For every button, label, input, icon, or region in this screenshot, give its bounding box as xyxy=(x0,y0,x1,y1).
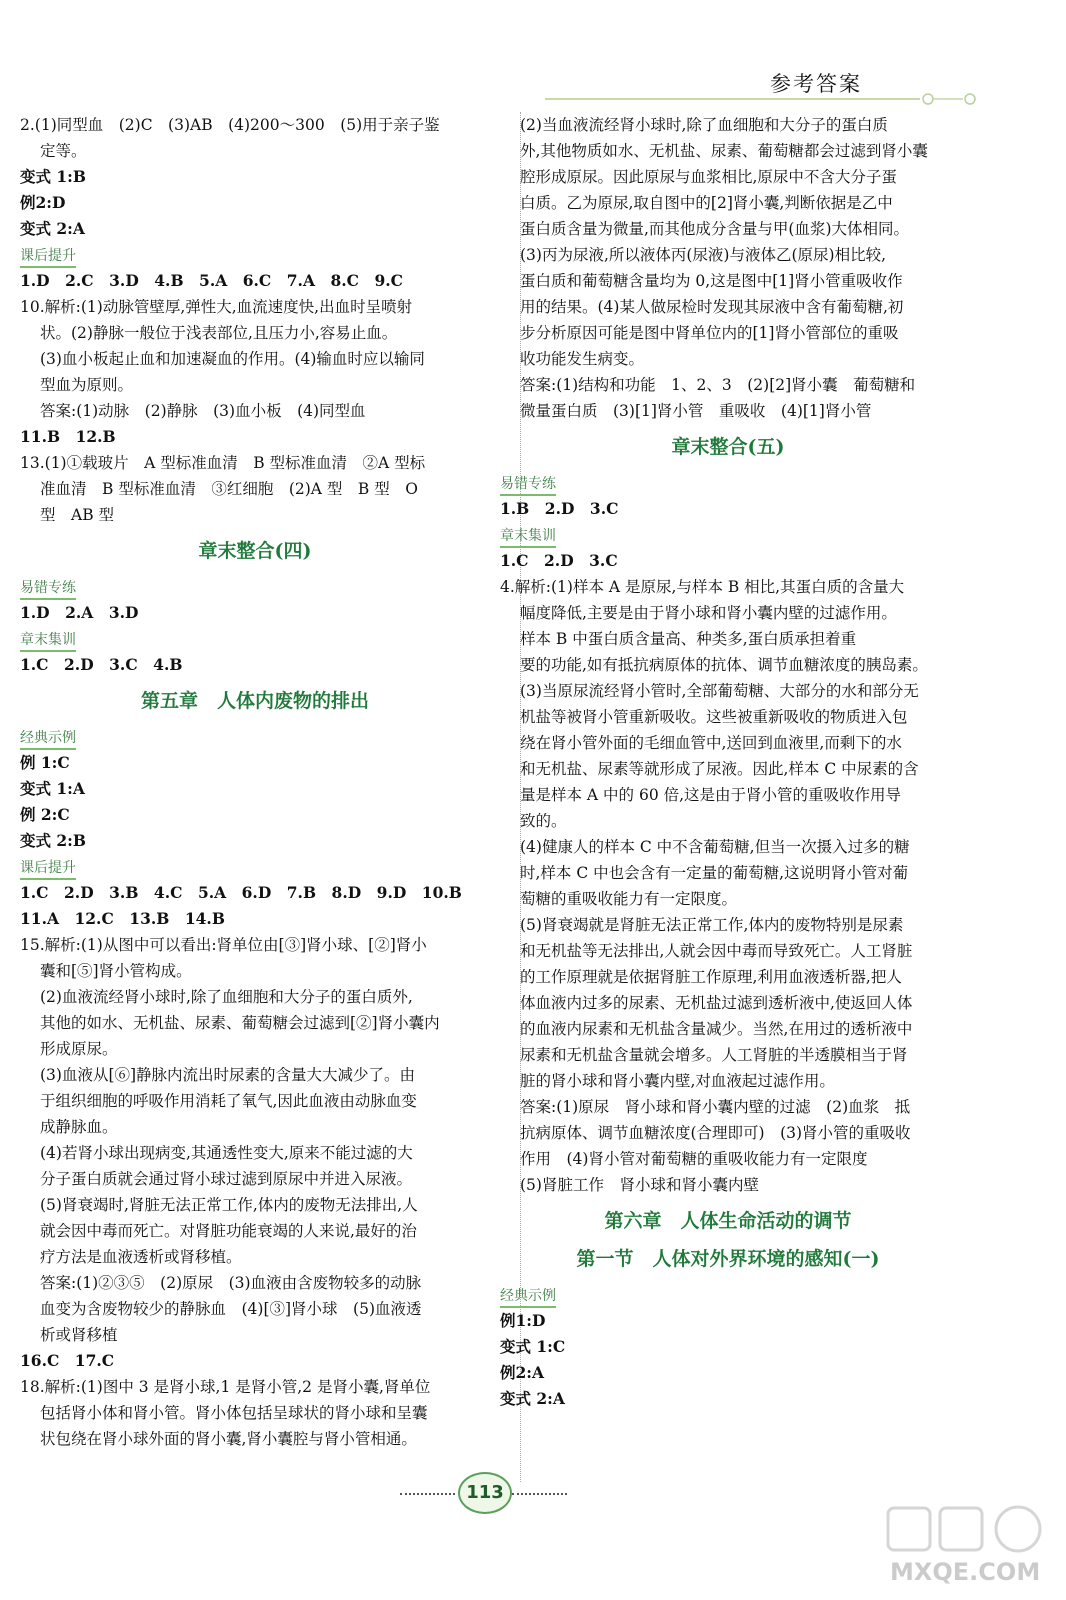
answer-line: 1.C 2.D 3.C 4.B xyxy=(20,655,183,674)
text-line: 步分析原因可能是图中肾单位内的[1]肾小管部位的重吸 xyxy=(520,324,899,342)
text-line: 15.解析:(1)从图中可以看出:肾单位由[③]肾小球、[②]肾小 xyxy=(20,936,427,954)
section-tag: 章末集训 xyxy=(20,630,76,652)
section-tag: 章末集训 xyxy=(500,526,556,548)
answer-line: 例1:D xyxy=(500,1311,546,1330)
text-line: 和无机盐等无法排出,人就会因中毒而导致死亡。人工肾脏 xyxy=(520,942,913,960)
header-rule xyxy=(545,98,920,100)
text-line: 样本 B 中蛋白质含量高、种类多,蛋白质承担着重 xyxy=(520,630,857,648)
text-line: 收功能发生病变。 xyxy=(520,350,645,368)
answer-line: 11.B 12.B xyxy=(20,427,116,446)
left-column xyxy=(20,112,490,1452)
answer-line: 11.A 12.C 13.B 14.B xyxy=(20,909,225,928)
text-line: 致的。 xyxy=(520,812,567,830)
text-line: 的血液内尿素和无机盐含量减少。当然,在用过的透析液中 xyxy=(520,1020,913,1038)
text-line: 析或肾移植 xyxy=(40,1326,118,1344)
text-line: 分子蛋白质就会通过肾小球过滤到原尿中并进入尿液。 xyxy=(40,1170,413,1188)
section-tag: 易错专练 xyxy=(500,474,556,496)
text-line: 腔形成原尿。因此原尿与血浆相比,原尿中不含大分子蛋 xyxy=(520,168,897,186)
text-line: 幅度降低,主要是由于肾小球和肾小囊内壁的过滤作用。 xyxy=(520,604,897,622)
text-line: 答案:(1)动脉 (2)静脉 (3)血小板 (4)同型血 xyxy=(40,402,366,420)
section-tag: 经典示例 xyxy=(500,1286,556,1308)
text-line: 蛋白质含量为微量,而其他成分含量与甲(血浆)大体相同。 xyxy=(520,220,910,238)
text-line: 血变为含废物较少的静脉血 (4)[③]肾小球 (5)血液透 xyxy=(40,1300,422,1318)
text-line: 13.(1)①载玻片 A 型标准血清 B 型标准血清 ②A 型标 xyxy=(20,454,426,472)
text-line: 成静脉血。 xyxy=(40,1118,118,1136)
page-dots-right xyxy=(512,1493,567,1495)
text-line: 4.解析:(1)样本 A 是原尿,与样本 B 相比,其蛋白质的含量大 xyxy=(500,578,905,596)
text-line: 就会因中毒而死亡。对肾脏功能衰竭的人来说,最好的治 xyxy=(40,1222,417,1240)
text-line: 机盐等被肾小管重新吸收。这些被重新吸收的物质进入包 xyxy=(520,708,908,726)
text-line: (5)肾衰竭就是肾脏无法正常工作,体内的废物特别是尿素 xyxy=(520,916,904,934)
text-line: 定等。 xyxy=(40,142,87,160)
text-line: 要的功能,如有抵抗病原体的抗体、调节血糖浓度的胰岛素。 xyxy=(520,656,928,674)
text-line: 型血为原则。 xyxy=(40,376,134,394)
chapter-heading: 第一节 人体对外界环境的感知(一) xyxy=(576,1248,880,1270)
text-line: 18.解析:(1)图中 3 是肾小球,1 是肾小管,2 是肾小囊,肾单位 xyxy=(20,1378,431,1396)
text-line: 答案:(1)结构和功能 1、2、3 (2)[2]肾小囊 葡萄糖和 xyxy=(520,376,916,394)
text-line: 绕在肾小管外面的毛细血管中,送回到血液里,而剩下的水 xyxy=(520,734,902,752)
text-line: 脏的肾小球和肾小囊内壁,对血液起过滤作用。 xyxy=(520,1072,835,1090)
section-tag: 课后提升 xyxy=(20,246,76,268)
right-column xyxy=(500,112,956,1412)
text-line: (2)当血液流经肾小球时,除了血细胞和大分子的蛋白质 xyxy=(520,116,888,134)
text-line: (4)若肾小球出现病变,其通透性变大,原来不能过滤的大 xyxy=(40,1144,413,1162)
text-line: (3)丙为尿液,所以液体丙(尿液)与液体乙(原尿)相比较, xyxy=(520,246,886,264)
text-line: (3)血液从[⑥]静脉内流出时尿素的含量大大减少了。由 xyxy=(40,1066,416,1084)
chapter-heading: 第六章 人体生命活动的调节 xyxy=(604,1210,852,1232)
watermark-logo-icon xyxy=(880,1500,1055,1590)
text-line: 蛋白质和葡萄糖含量均为 0,这是图中[1]肾小管重吸收作 xyxy=(520,272,903,290)
answer-line: 例 1:C xyxy=(20,753,70,772)
page-header-title: 参考答案 xyxy=(770,72,862,96)
text-line: 尿素和无机盐含量就会增多。人工肾脏的半透膜相当于肾 xyxy=(520,1046,908,1064)
text-line: (3)血小板起止血和加速凝血的作用。(4)输血时应以输同 xyxy=(40,350,425,368)
text-line: 萄糖的重吸收能力有一定限度。 xyxy=(520,890,738,908)
text-line: 型 AB 型 xyxy=(40,506,115,524)
text-line: 准血清 B 型标准血清 ③红细胞 (2)A 型 B 型 O xyxy=(40,480,418,498)
answer-line: 变式 2:A xyxy=(500,1389,565,1408)
chapter-heading: 章末整合(四) xyxy=(198,540,312,562)
answer-line: 1.D 2.A 3.D xyxy=(20,603,139,622)
text-line: (3)当原尿流经肾小管时,全部葡萄糖、大部分的水和部分无 xyxy=(520,682,919,700)
text-line: 包括肾小体和肾小管。肾小体包括呈球状的肾小球和呈囊 xyxy=(40,1404,428,1422)
answer-line: 1.C 2.D 3.B 4.C 5.A 6.D 7.B 8.D 9.D 10.B xyxy=(20,883,462,902)
answer-line: 变式 2:A xyxy=(20,219,85,238)
chapter-heading: 第五章 人体内废物的排出 xyxy=(140,690,369,712)
answer-line: 变式 1:C xyxy=(500,1337,566,1356)
text-line: 状。(2)静脉一般位于浅表部位,且压力小,容易止血。 xyxy=(40,324,398,342)
page-dots-left xyxy=(400,1493,455,1495)
text-line: 形成原尿。 xyxy=(40,1040,118,1058)
section-tag: 易错专练 xyxy=(20,578,76,600)
answer-line: 例2:D xyxy=(20,193,66,212)
text-line: 10.解析:(1)动脉管壁厚,弹性大,血流速度快,出血时呈喷射 xyxy=(20,298,413,316)
text-line: 时,样本 C 中也会含有一定量的葡萄糖,这说明肾小管对葡 xyxy=(520,864,909,882)
page-number: 113 xyxy=(458,1472,512,1514)
text-line: 疗方法是血液透析或肾移植。 xyxy=(40,1248,242,1266)
text-line: 答案:(1)原尿 肾小球和肾小囊内壁的过滤 (2)血浆 抵 xyxy=(520,1098,911,1116)
text-line: 的工作原理就是依据肾脏工作原理,利用血液透析器,把人 xyxy=(520,968,902,986)
chapter-heading: 章末整合(五) xyxy=(671,436,785,458)
section-tag: 经典示例 xyxy=(20,728,76,750)
section-tag: 课后提升 xyxy=(20,858,76,880)
text-line: 量是样本 A 中的 60 倍,这是由于肾小管的重吸收作用导 xyxy=(520,786,902,804)
answer-line: 1.D 2.C 3.D 4.B 5.A 6.C 7.A 8.C 9.C xyxy=(20,271,404,290)
text-line: 外,其他物质如水、无机盐、尿素、葡萄糖都会过滤到肾小囊 xyxy=(520,142,928,160)
text-line: 状包绕在肾小球外面的肾小囊,肾小囊腔与肾小管相通。 xyxy=(40,1430,417,1448)
text-line: 答案:(1)②③⑤ (2)原尿 (3)血液由含废物较多的动脉 xyxy=(40,1274,422,1292)
answer-line: 例2:A xyxy=(500,1363,545,1382)
text-line: (5)肾衰竭时,肾脏无法正常工作,体内的废物无法排出,人 xyxy=(40,1196,418,1214)
watermark-text: MXQE.COM xyxy=(890,1558,1041,1586)
text-line: 和无机盐、尿素等就形成了尿液。因此,样本 C 中尿素的含 xyxy=(520,760,919,778)
text-line: 囊和[⑤]肾小管构成。 xyxy=(40,962,192,980)
text-line: 其他的如水、无机盐、尿素、葡萄糖会过滤到[②]肾小囊内 xyxy=(40,1014,440,1032)
text-line: 抗病原体、调节血糖浓度(合理即可) (3)肾小管的重吸收 xyxy=(520,1124,911,1142)
text-line: 2.(1)同型血 (2)C (3)AB (4)200～300 (5)用于亲子鉴 xyxy=(20,116,440,134)
text-line: (2)血液流经肾小球时,除了血细胞和大分子的蛋白质外, xyxy=(40,988,413,1006)
text-line: 微量蛋白质 (3)[1]肾小管 重吸收 (4)[1]肾小管 xyxy=(520,402,872,420)
answer-line: 变式 2:B xyxy=(20,831,87,850)
text-line: 于组织细胞的呼吸作用消耗了氧气,因此血液由动脉血变 xyxy=(40,1092,417,1110)
answer-line: 16.C 17.C xyxy=(20,1351,115,1370)
answer-line: 1.C 2.D 3.C xyxy=(500,551,618,570)
header-ornament-icon xyxy=(918,92,988,106)
text-line: 用的结果。(4)某人做尿检时发现其尿液中含有葡萄糖,初 xyxy=(520,298,904,316)
text-line: 白质。乙为原尿,取自图中的[2]肾小囊,判断依据是乙中 xyxy=(520,194,893,212)
answer-line: 变式 1:A xyxy=(20,779,85,798)
text-line: (5)肾脏工作 肾小球和肾小囊内壁 xyxy=(520,1176,759,1194)
text-line: 体血液内过多的尿素、无机盐过滤到透析液中,使返回人体 xyxy=(520,994,913,1012)
answer-line: 例 2:C xyxy=(20,805,70,824)
text-line: 作用 (4)肾小管对葡萄糖的重吸收能力有一定限度 xyxy=(520,1150,868,1168)
answer-line: 变式 1:B xyxy=(20,167,87,186)
text-line: (4)健康人的样本 C 中不含葡萄糖,但当一次摄入过多的糖 xyxy=(520,838,910,856)
answer-line: 1.B 2.D 3.C xyxy=(500,499,619,518)
